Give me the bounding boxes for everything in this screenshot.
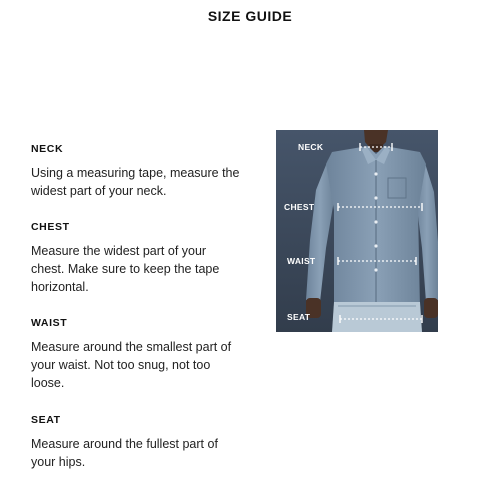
neck-section [31,143,261,200]
shirt-button [374,172,377,175]
seat-description-line: your hips. [31,455,86,469]
chest-description-line: chest. Make sure to keep the tape [31,262,220,276]
neck-heading: NECK [31,143,64,155]
waist-heading: WAIST [31,317,68,329]
waist-description-line: your waist. Not too snug, not too [31,358,211,372]
waist-description-line: Measure around the smallest part of [31,340,232,354]
waist-section [31,317,261,392]
neck-description [31,164,261,200]
neck-figure-label: NECK [298,142,324,152]
chest-description-line: horizontal. [31,280,89,294]
model-right-hand [424,298,438,318]
shirt-model-illustration [276,130,438,332]
measurement-figure [276,130,438,332]
waist-description [31,338,261,392]
shirt-button [374,196,377,199]
shirt-button [374,268,377,271]
shirt-button [374,220,377,223]
seat-heading: SEAT [31,414,61,426]
chest-description-line: Measure the widest part of your [31,244,207,258]
waist-description-line: loose. [31,376,65,390]
chest-description [31,242,261,296]
seat-section [31,414,261,471]
chest-heading: CHEST [31,221,70,233]
seat-figure-label: SEAT [287,312,311,322]
seat-description [31,435,261,471]
neck-description-line: widest part of your neck. [31,184,167,198]
seat-description-line: Measure around the fullest part of [31,437,218,451]
chest-section [31,221,261,296]
neck-description-line: Using a measuring tape, measure the [31,166,240,180]
shirt-button [374,244,377,247]
chest-figure-label: CHEST [284,202,315,212]
waist-figure-label: WAIST [287,256,316,266]
page-title: SIZE GUIDE [207,8,293,24]
